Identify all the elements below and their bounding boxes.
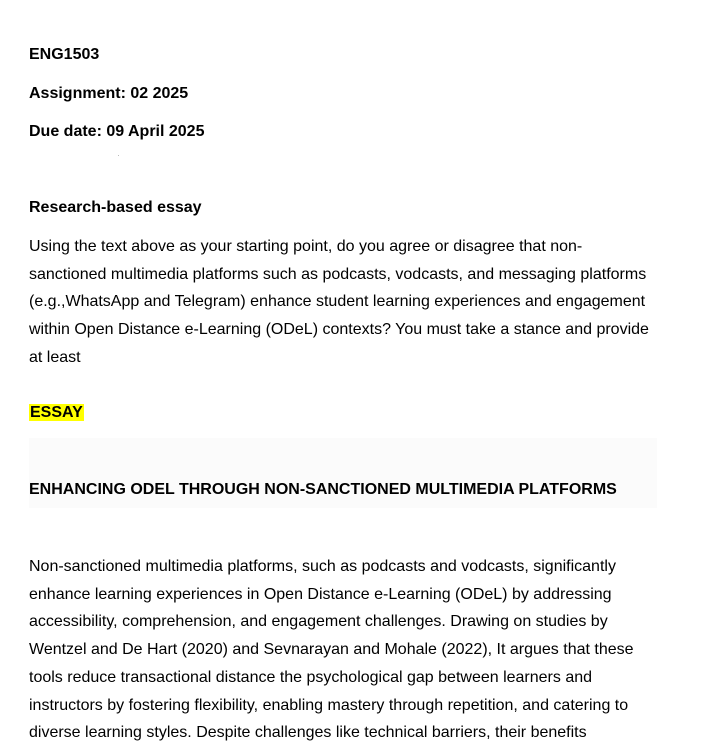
course-code: ENG1503	[29, 46, 100, 63]
prompt-body: Using the text above as your starting point, do you agree or disagree that non-sanctioned multimedia platforms such as podcasts, vodcasts, and messaging platforms (e.g.,WhatsApp and Telegram) enhance student learning experiences and engagement within Open Distance e-Learning (ODeL) contexts? You must take a stance and provide at least	[29, 238, 649, 366]
essay-label-highlight: ESSAY	[30, 404, 83, 421]
prompt-heading: Research-based essay	[29, 199, 202, 216]
stray-mark	[118, 155, 119, 156]
essay-label	[29, 404, 84, 422]
essay-title: ENHANCING ODEL THROUGH NON-SANCTIONED MULTIMEDIA PLATFORMS	[29, 481, 617, 498]
assignment-number: Assignment: 02 2025	[29, 85, 189, 102]
due-date: Due date: 09 April 2025	[29, 123, 205, 140]
essay-body: Non-sanctioned multimedia platforms, such as podcasts and vodcasts, significantly enhance learning experiences in Open Distance e-Learning (ODeL) by addressing accessibility, comprehension, and engagement challenges. Drawing on studies by Wentzel and De Hart (2020) and Sevnarayan and Mohale (2022), It argues that these tools reduce transactional distance the psychological gap between learners and instructors by fostering flexibility, enabling mastery through repetition, and catering to diverse learning styles. Despite challenges like technical barriers, their benefits	[29, 558, 634, 742]
